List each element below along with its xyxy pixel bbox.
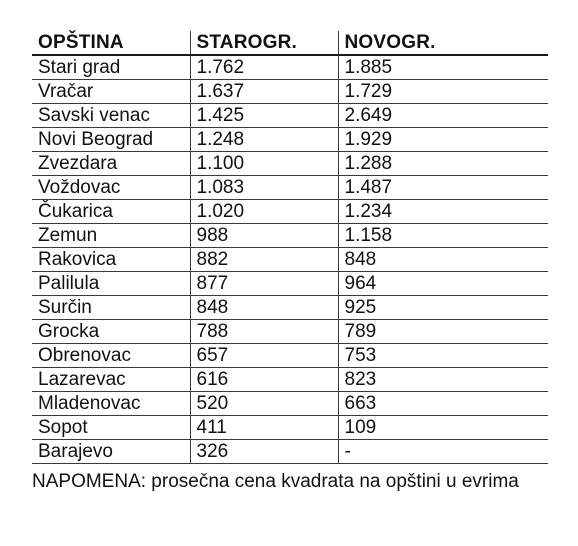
cell-old-construction-price: 1.425 bbox=[190, 104, 338, 128]
cell-old-construction-price: 411 bbox=[190, 416, 338, 440]
table-row bbox=[32, 440, 548, 464]
table-row bbox=[32, 152, 548, 176]
table-row bbox=[32, 368, 548, 392]
table-row bbox=[32, 320, 548, 344]
cell-old-construction-price: 1.762 bbox=[190, 55, 338, 80]
cell-new-construction-price: 789 bbox=[338, 320, 548, 344]
table-row bbox=[32, 104, 548, 128]
cell-new-construction-price: 1.487 bbox=[338, 176, 548, 200]
cell-municipality: Rakovica bbox=[32, 248, 190, 272]
cell-new-construction-price: 964 bbox=[338, 272, 548, 296]
cell-new-construction-price: 823 bbox=[338, 368, 548, 392]
cell-old-construction-price: 1.020 bbox=[190, 200, 338, 224]
cell-old-construction-price: 988 bbox=[190, 224, 338, 248]
cell-old-construction-price: 616 bbox=[190, 368, 338, 392]
table-row bbox=[32, 200, 548, 224]
cell-new-construction-price: 2.649 bbox=[338, 104, 548, 128]
table-row bbox=[32, 344, 548, 368]
cell-new-construction-price: 848 bbox=[338, 248, 548, 272]
table-row bbox=[32, 128, 548, 152]
column-header-old-construction: STAROGR. bbox=[190, 31, 338, 55]
table-row bbox=[32, 392, 548, 416]
price-table bbox=[32, 31, 548, 464]
table-row bbox=[32, 248, 548, 272]
cell-old-construction-price: 882 bbox=[190, 248, 338, 272]
cell-municipality: Stari grad bbox=[32, 55, 190, 80]
footnote: NAPOMENA: prosečna cena kvadrata na opštini u evrima bbox=[32, 471, 519, 492]
table-row bbox=[32, 55, 548, 80]
cell-new-construction-price: 753 bbox=[338, 344, 548, 368]
column-header-municipality: OPŠTINA bbox=[32, 31, 190, 55]
cell-old-construction-price: 657 bbox=[190, 344, 338, 368]
cell-municipality: Grocka bbox=[32, 320, 190, 344]
cell-municipality: Čukarica bbox=[32, 200, 190, 224]
cell-municipality: Zvezdara bbox=[32, 152, 190, 176]
cell-old-construction-price: 1.248 bbox=[190, 128, 338, 152]
cell-new-construction-price: 1.729 bbox=[338, 80, 548, 104]
cell-municipality: Mladenovac bbox=[32, 392, 190, 416]
cell-municipality: Zemun bbox=[32, 224, 190, 248]
price-table-container bbox=[32, 31, 548, 464]
table-row bbox=[32, 224, 548, 248]
table-row bbox=[32, 296, 548, 320]
cell-municipality: Surčin bbox=[32, 296, 190, 320]
column-header-new-construction: NOVOGR. bbox=[338, 31, 548, 55]
table-row bbox=[32, 176, 548, 200]
cell-municipality: Voždovac bbox=[32, 176, 190, 200]
cell-old-construction-price: 848 bbox=[190, 296, 338, 320]
table-body bbox=[32, 55, 548, 464]
cell-municipality: Lazarevac bbox=[32, 368, 190, 392]
cell-new-construction-price: 1.234 bbox=[338, 200, 548, 224]
table-row bbox=[32, 272, 548, 296]
cell-municipality: Vračar bbox=[32, 80, 190, 104]
cell-municipality: Palilula bbox=[32, 272, 190, 296]
table-row bbox=[32, 416, 548, 440]
cell-old-construction-price: 1.100 bbox=[190, 152, 338, 176]
cell-old-construction-price: 788 bbox=[190, 320, 338, 344]
cell-old-construction-price: 1.637 bbox=[190, 80, 338, 104]
cell-new-construction-price: 1.158 bbox=[338, 224, 548, 248]
cell-new-construction-price: 109 bbox=[338, 416, 548, 440]
cell-new-construction-price: 663 bbox=[338, 392, 548, 416]
cell-old-construction-price: 1.083 bbox=[190, 176, 338, 200]
cell-old-construction-price: 877 bbox=[190, 272, 338, 296]
cell-municipality: Barajevo bbox=[32, 440, 190, 464]
cell-new-construction-price: 925 bbox=[338, 296, 548, 320]
cell-municipality: Savski venac bbox=[32, 104, 190, 128]
cell-new-construction-price: - bbox=[338, 440, 548, 464]
cell-new-construction-price: 1.929 bbox=[338, 128, 548, 152]
table-row bbox=[32, 80, 548, 104]
cell-municipality: Obrenovac bbox=[32, 344, 190, 368]
cell-new-construction-price: 1.288 bbox=[338, 152, 548, 176]
cell-municipality: Novi Beograd bbox=[32, 128, 190, 152]
cell-new-construction-price: 1.885 bbox=[338, 55, 548, 80]
cell-old-construction-price: 326 bbox=[190, 440, 338, 464]
cell-old-construction-price: 520 bbox=[190, 392, 338, 416]
table-header-row bbox=[32, 31, 548, 55]
cell-municipality: Sopot bbox=[32, 416, 190, 440]
